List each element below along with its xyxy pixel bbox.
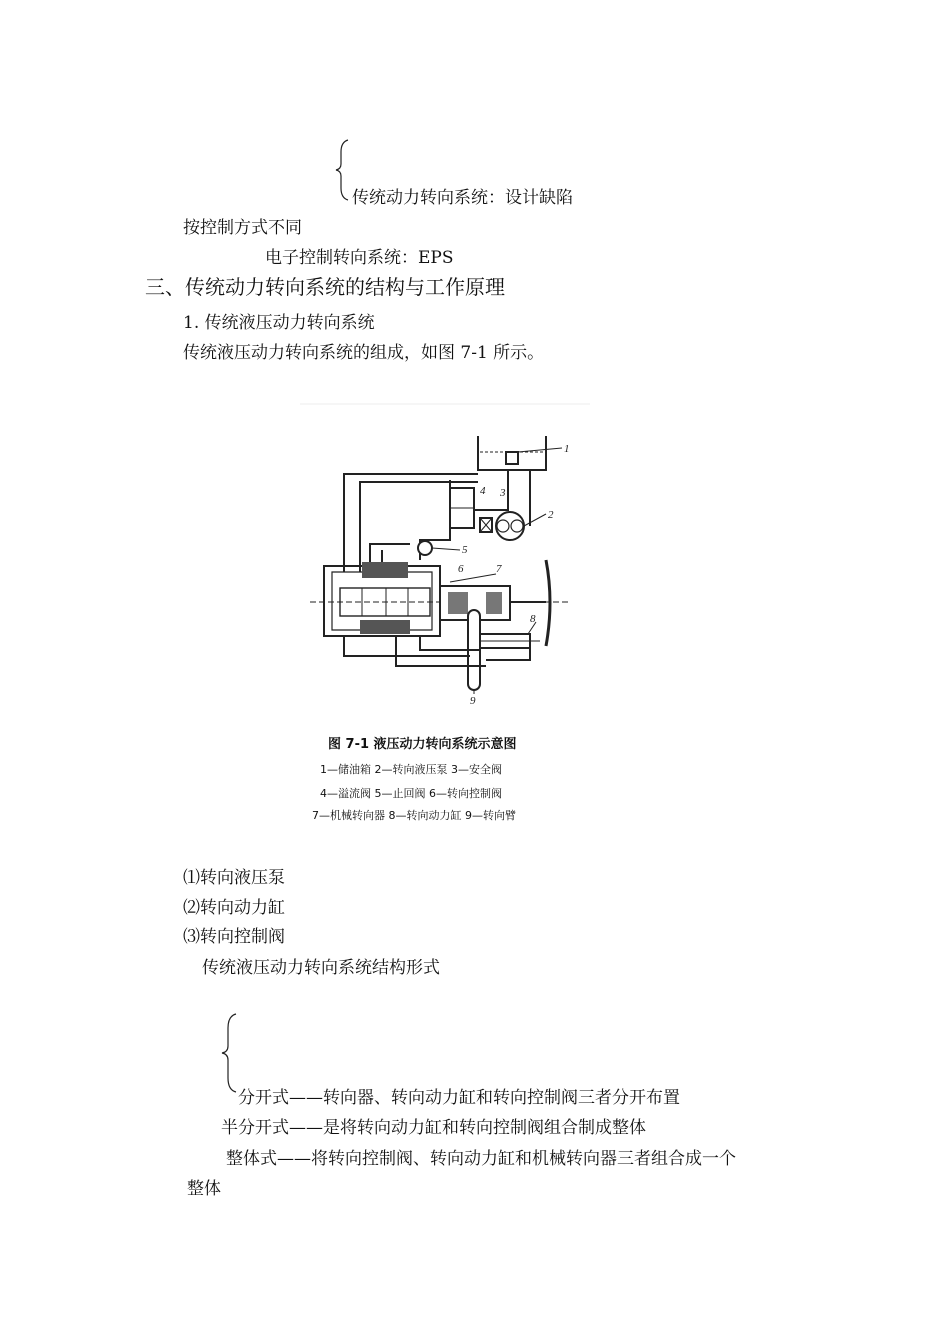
figure-legend-row-2: 4—溢流阀 5—止回阀 6—转向控制阀 xyxy=(320,787,502,800)
brace-lower xyxy=(220,1012,238,1094)
figure-7-1 xyxy=(300,400,590,830)
label-8: 8 xyxy=(530,613,536,625)
label-7: 7 xyxy=(496,563,502,575)
label-2: 2 xyxy=(548,509,554,521)
component-item-2: ⑵转向动力缸 xyxy=(183,898,285,918)
component-item-3: ⑶转向控制阀 xyxy=(183,927,285,947)
label-6: 6 xyxy=(458,563,464,575)
section3-heading: 三、传统动力转向系统的结构与工作原理 xyxy=(145,275,505,299)
label-3: 3 xyxy=(500,487,506,499)
traditional-system-line: 传统动力转向系统：设计缺陷 xyxy=(352,188,573,208)
figure-title: 图 7-1 液压动力转向系统示意图 xyxy=(328,737,517,752)
label-5: 5 xyxy=(462,544,468,556)
figure-legend-row-3: 7—机械转向器 8—转向动力缸 9—转向臂 xyxy=(312,809,516,822)
brace-upper xyxy=(334,138,350,202)
structure-semi-split: 半分开式——是将转向动力缸和转向控制阀组合制成整体 xyxy=(221,1118,646,1138)
figure-legend-row-1: 1—储油箱 2—转向液压泵 3—安全阀 xyxy=(320,763,502,776)
label-1: 1 xyxy=(564,443,570,455)
structure-split: 分开式——转向器、转向动力缸和转向控制阀三者分开布置 xyxy=(238,1088,680,1108)
intro-paragraph: 传统液压动力转向系统的组成，如图 7-1 所示。 xyxy=(183,343,545,363)
label-4: 4 xyxy=(480,485,486,497)
by-control-line: 按控制方式不同 xyxy=(183,218,302,238)
structure-heading: 传统液压动力转向系统结构形式 xyxy=(202,958,440,978)
label-9: 9 xyxy=(470,695,476,707)
subsection-1-heading: 1. 传统液压动力转向系统 xyxy=(183,313,375,333)
electronic-system-line: 电子控制转向系统：EPS xyxy=(265,248,454,268)
component-item-1: ⑴转向液压泵 xyxy=(183,868,285,888)
structure-integral-line2: 整体 xyxy=(187,1179,221,1199)
structure-integral-line1: 整体式——将转向控制阀、转向动力缸和机械转向器三者组合成一个 xyxy=(226,1149,736,1169)
